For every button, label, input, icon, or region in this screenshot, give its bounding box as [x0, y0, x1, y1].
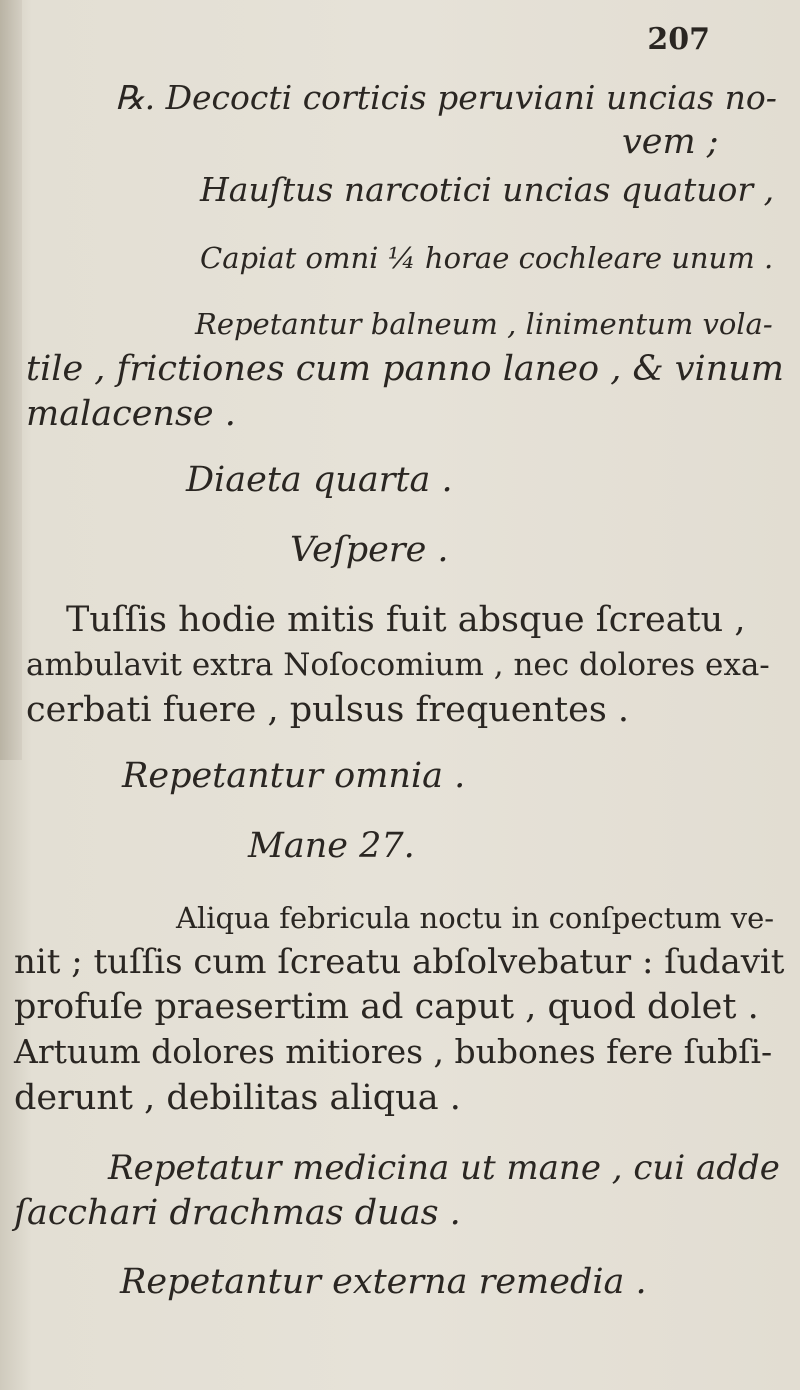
text-line-7: malacense . — [26, 394, 236, 434]
page-gutter-shadow — [0, 0, 22, 760]
text-line-12: cerbati fuere , pulsus frequentes . — [26, 690, 630, 730]
section-heading-diaeta: Diaeta quarta . — [186, 460, 453, 500]
text-line-16: nit ; tuſſis cum ſcreatu abſolvebatur : ſudavit — [14, 942, 785, 982]
text-line-10: Tuſſis hodie mitis fuit absque ſcreatu , — [66, 600, 746, 640]
section-heading-vespere: Veſpere . — [290, 530, 449, 570]
page-number: 207 — [647, 22, 710, 57]
text-line-17: profuſe praesertim ad caput , quod dolet . — [14, 987, 759, 1027]
text-line-15: Aliqua febricula noctu in conſpectum ve- — [176, 901, 775, 935]
text-line-13: Repetantur omnia . — [122, 756, 466, 796]
text-line-2: vem ; — [622, 122, 719, 162]
text-line-4: Capiat omni ¼ horae cochleare unum . — [200, 241, 774, 275]
text-line-1: ℞. Decocti corticis peruviani uncias no- — [115, 78, 777, 117]
text-line-20: Repetatur medicina ut mane , cui adde — [108, 1148, 780, 1188]
text-line-18: Artuum dolores mitiores , bubones fere ſubſi- — [14, 1032, 773, 1071]
text-line-3: Hauſtus narcotici uncias quatuor , — [200, 170, 775, 209]
section-heading-mane: Mane 27. — [248, 826, 415, 866]
text-line-22: Repetantur externa remedia . — [120, 1262, 647, 1302]
text-line-11: ambulavit extra Noſocomium , nec dolores exa- — [26, 647, 770, 683]
text-line-19: derunt , debilitas aliqua . — [14, 1078, 461, 1118]
text-line-21: ſacchari drachmas duas . — [14, 1193, 461, 1233]
text-line-5: Repetantur balneum , linimentum vola- — [195, 307, 773, 341]
text-line-6: tile , frictiones cum panno laneo , & vinum — [26, 349, 784, 389]
